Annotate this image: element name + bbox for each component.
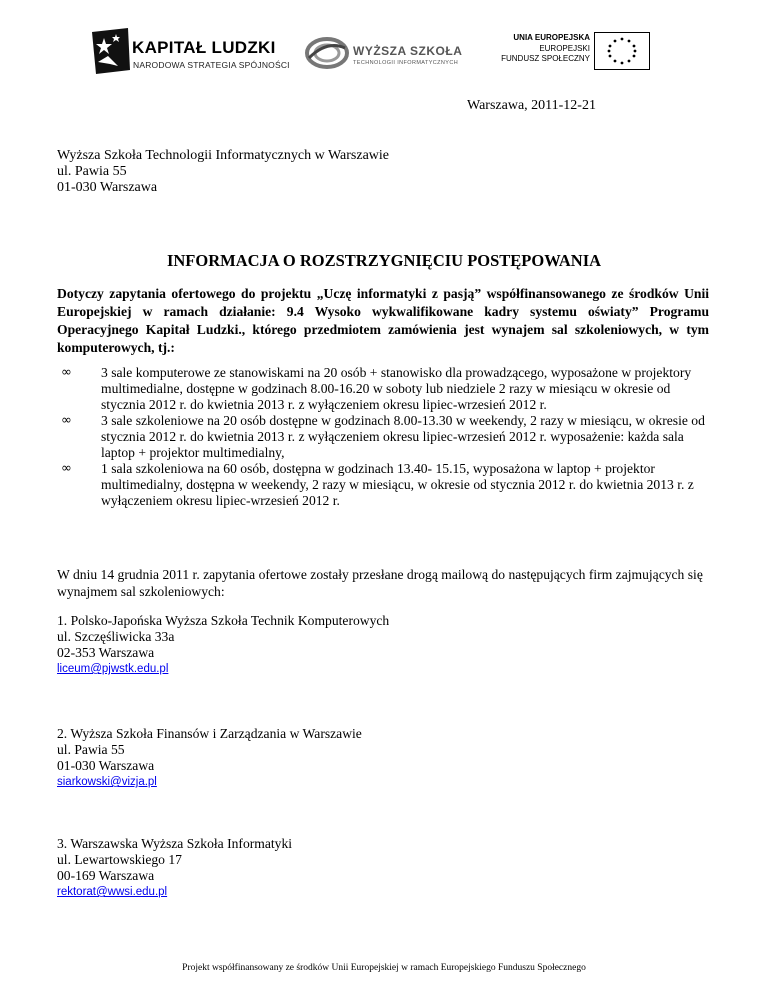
firm-entry	[57, 613, 389, 677]
eu-fund-logo	[501, 30, 658, 78]
firm-entry	[57, 836, 292, 900]
kapital-ludzki-title: KAPITAŁ LUDZKI	[132, 38, 276, 57]
addressee-name: Wyższa Szkoła Technologii Informatycznych w Warszawie	[57, 148, 390, 163]
firm-email-link[interactable]: siarkowski@vizja.pl	[57, 776, 157, 788]
eu-line-2: EUROPEJSKI	[539, 43, 590, 53]
wsti-title: WYŻSZA SZKOŁA	[353, 44, 463, 58]
list-item	[57, 461, 717, 509]
rooms-list	[57, 365, 717, 509]
header-logos	[0, 22, 768, 82]
firm-email-link[interactable]: rektorat@wwsi.edu.pl	[57, 886, 168, 898]
list-item	[57, 413, 717, 461]
subject-paragraph: Dotyczy zapytania ofertowego do projektu „Uczę informatyki z pasją” współfinansowanego ze środków Unii Europejskiej w ramach działanie: 9.4 Wysoko wykwalifikowane kadry systemu oświaty” Programu Operacyjnego Kapitał Ludzki., którego przedmiotem zamówienia jest wynajem sal szkoleniowych, w tym komputerowych, tj.:	[57, 286, 709, 355]
eu-fund-text	[501, 33, 590, 65]
firm-city: 02-353 Warszawa	[57, 645, 155, 660]
list-item-text: 3 sale komputerowe ze stanowiskami na 20 osób + stanowisko dla prowadzącego, wyposażone w projektory multimedialne, dostępne w godzinach 8.00-16.20 w soboty lub niedziele 2 razy w miesiącu w okresie od stycznia 2012 r. do kwietnia 2013 r. z wyłączeniem okresu lipiec-wrzesień 2012 r.	[101, 365, 692, 412]
wsti-swirl-icon	[305, 34, 349, 72]
infinity-bullet-icon: ∞	[61, 365, 72, 380]
addressee-city: 01-030 Warszawa	[57, 180, 158, 195]
addressee-block	[57, 148, 389, 196]
wsti-subtitle: TECHNOLOGII INFORMATYCZNYCH	[353, 60, 459, 66]
document-title: INFORMACJA O ROZSTRZYGNIĘCIU POSTĘPOWANIA	[166, 251, 602, 270]
kapital-ludzki-logo	[90, 28, 290, 76]
infinity-bullet-icon: ∞	[61, 461, 72, 476]
firm-city: 01-030 Warszawa	[57, 758, 155, 773]
list-item-text: 3 sale szkoleniowe na 20 osób dostępne w godzinach 8.00-13.30 w weekendy, 2 razy w miesiącu, w okresie od stycznia 2012 r. do kwietnia 2013 r. z wyłączeniem okresu lipiec-wrzesień 2012 r. wyposażenie: każda sala laptop + projektor multimedialny,	[101, 413, 705, 460]
firm-name: 1. Polsko-Japońska Wyższa Szkoła Technik Komputerowych	[57, 613, 390, 628]
infinity-bullet-icon: ∞	[61, 413, 72, 428]
info-paragraph: W dniu 14 grudnia 2011 r. zapytania ofertowe zostały przesłane drogą mailową do następujących firm zajmujących się wynajmem sal szkoleniowych:	[57, 567, 703, 599]
eu-line-3: FUNDUSZ SPOŁECZNY	[501, 54, 590, 63]
eu-line-1: UNIA EUROPEJSKA	[513, 33, 590, 42]
document-date: Warszawa, 2011-12-21	[467, 98, 596, 113]
addressee-street: ul. Pawia 55	[57, 164, 127, 179]
kapital-ludzki-icon	[90, 28, 130, 74]
firm-name: 3. Warszawska Wyższa Szkoła Informatyki	[57, 836, 293, 851]
firm-name: 2. Wyższa Szkoła Finansów i Zarządzania w Warszawie	[57, 726, 362, 741]
firm-email-link[interactable]: liceum@pjwstk.edu.pl	[57, 663, 169, 675]
wsti-logo	[305, 34, 475, 74]
kapital-ludzki-subtitle: NARODOWA STRATEGIA SPÓJNOŚCI	[133, 60, 290, 70]
firm-street: ul. Lewartowskiego 17	[57, 852, 182, 867]
firm-city: 00-169 Warszawa	[57, 868, 155, 883]
firm-street: ul. Szczęśliwicka 33a	[57, 629, 175, 644]
eu-flag-icon	[594, 32, 650, 70]
firm-street: ul. Pawia 55	[57, 742, 125, 757]
page-footer: Projekt współfinansowany ze środków Unii Europejskiej w ramach Europejskiego Funduszu Społecznego	[182, 963, 586, 973]
firm-entry	[57, 726, 362, 790]
list-item-text: 1 sala szkoleniowa na 60 osób, dostępna w godzinach 13.40- 15.15, wyposażona w laptop + projektor multimedialny, dostępna w weekendy, 2 razy w miesiącu, w okresie od stycznia 2012 r. do kwietnia 2013 r. z wyłączeniem okresu lipiec-wrzesień 2012 r.	[101, 461, 694, 508]
list-item	[57, 365, 717, 413]
